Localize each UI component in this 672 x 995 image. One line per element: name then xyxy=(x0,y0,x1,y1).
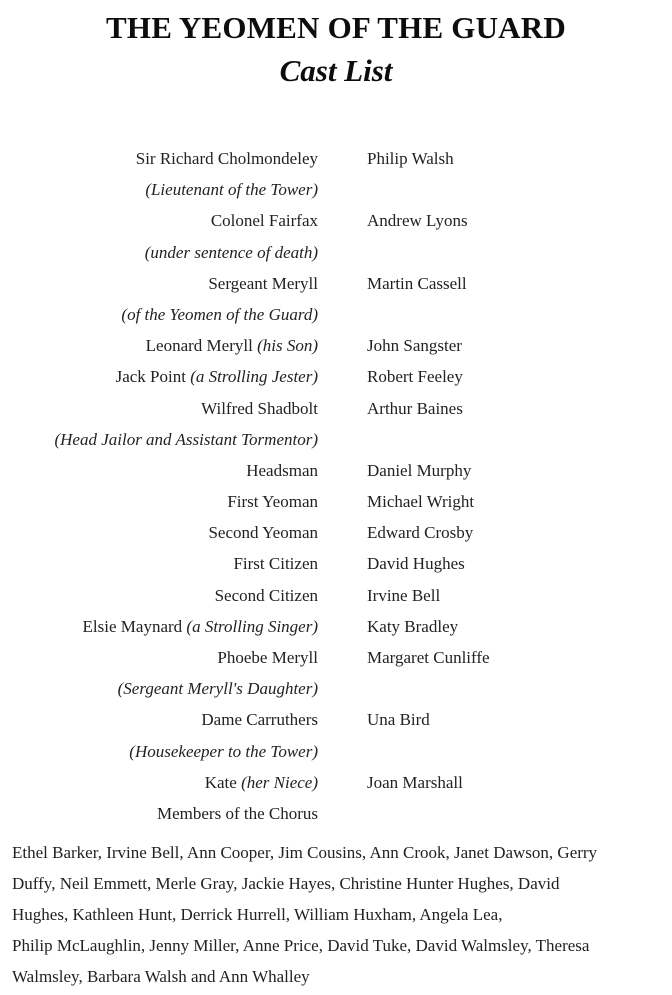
actor-name: Michael Wright xyxy=(367,492,475,512)
cast-row xyxy=(0,492,672,523)
role-label: (Head Jailor and Assistant Tormentor) xyxy=(54,429,318,449)
role-label: Dame Carruthers xyxy=(201,710,318,730)
role-label: Headsman xyxy=(246,460,318,480)
actor-name: Philip Walsh xyxy=(367,149,454,168)
page-subtitle: Cast List xyxy=(279,53,393,88)
actor-name: Arthur Baines xyxy=(367,398,463,418)
cast-row xyxy=(0,679,672,710)
cast-row xyxy=(0,461,672,492)
role-label: Second Citizen xyxy=(214,585,318,605)
cast-row xyxy=(0,149,672,180)
actor-name: Katy Bradley xyxy=(367,616,459,636)
cast-row xyxy=(0,274,672,305)
role-label: Second Yeoman xyxy=(208,523,318,543)
role-label: Phoebe Meryll xyxy=(217,648,318,667)
cast-row xyxy=(0,710,672,741)
cast-row xyxy=(0,336,672,367)
actor-name: John Sangster xyxy=(367,336,462,356)
role-label: (Sergeant Meryll's Daughter) xyxy=(117,679,318,699)
actor-name: Margaret Cunliffe xyxy=(367,648,490,667)
role-label: First Yeoman xyxy=(227,492,318,512)
actor-name: Robert Feeley xyxy=(367,367,463,387)
chorus-line: Duffy, Neil Emmett, Merle Gray, Jackie Hayes, Christine Hunter Hughes, David xyxy=(12,874,560,893)
cast-row xyxy=(0,804,672,835)
cast-list xyxy=(0,149,672,835)
chorus-line: Philip McLaughlin, Jenny Miller, Anne Price, David Tuke, David Walmsley, Theresa xyxy=(12,936,590,955)
cast-row xyxy=(0,523,672,554)
cast-row xyxy=(0,180,672,211)
cast-row xyxy=(0,367,672,398)
role-label: Leonard Meryll (his Son) xyxy=(145,336,318,356)
role-label: (of the Yeomen of the Guard) xyxy=(121,304,318,324)
role-label: Wilfred Shadbolt xyxy=(201,398,318,418)
role-label: Sir Richard Cholmondeley xyxy=(135,149,318,168)
cast-row xyxy=(0,399,672,430)
chorus-line: Walmsley, Barbara Walsh and Ann Whalley xyxy=(12,967,310,986)
role-label: (Housekeeper to the Tower) xyxy=(129,741,318,761)
cast-row xyxy=(0,305,672,336)
cast-row xyxy=(0,243,672,274)
role-label: Elsie Maynard (a Strolling Singer) xyxy=(82,616,318,636)
actor-name: Martin Cassell xyxy=(367,273,467,293)
page-title: THE YEOMEN OF THE GUARD xyxy=(106,10,566,45)
cast-row xyxy=(0,430,672,461)
role-label: Kate (her Niece) xyxy=(204,772,318,792)
actor-name: Daniel Murphy xyxy=(367,460,472,480)
actor-name: Edward Crosby xyxy=(367,523,474,543)
role-label: Jack Point (a Strolling Jester) xyxy=(115,367,318,387)
actor-name: Irvine Bell xyxy=(367,585,441,605)
cast-row xyxy=(0,648,672,679)
role-label: Colonel Fairfax xyxy=(210,211,318,231)
cast-row xyxy=(0,554,672,585)
chorus-line: Hughes, Kathleen Hunt, Derrick Hurrell, William Huxham, Angela Lea, xyxy=(12,905,503,924)
cast-row xyxy=(0,742,672,773)
role-label: (under sentence of death) xyxy=(144,242,318,262)
actor-name: Una Bird xyxy=(367,710,430,730)
actor-name: Joan Marshall xyxy=(367,772,463,792)
chorus-members xyxy=(12,837,668,992)
cast-row xyxy=(0,586,672,617)
role-label: Sergeant Meryll xyxy=(208,273,318,293)
actor-name: David Hughes xyxy=(367,554,465,574)
cast-row xyxy=(0,773,672,804)
cast-row xyxy=(0,211,672,242)
actor-name: Andrew Lyons xyxy=(367,211,468,231)
chorus-heading: Members of the Chorus xyxy=(156,803,318,823)
role-label: (Lieutenant of the Tower) xyxy=(145,180,318,200)
chorus-line: Ethel Barker, Irvine Bell, Ann Cooper, Jim Cousins, Ann Crook, Janet Dawson, Gerry xyxy=(12,843,598,862)
cast-row xyxy=(0,617,672,648)
role-label: First Citizen xyxy=(233,554,318,574)
